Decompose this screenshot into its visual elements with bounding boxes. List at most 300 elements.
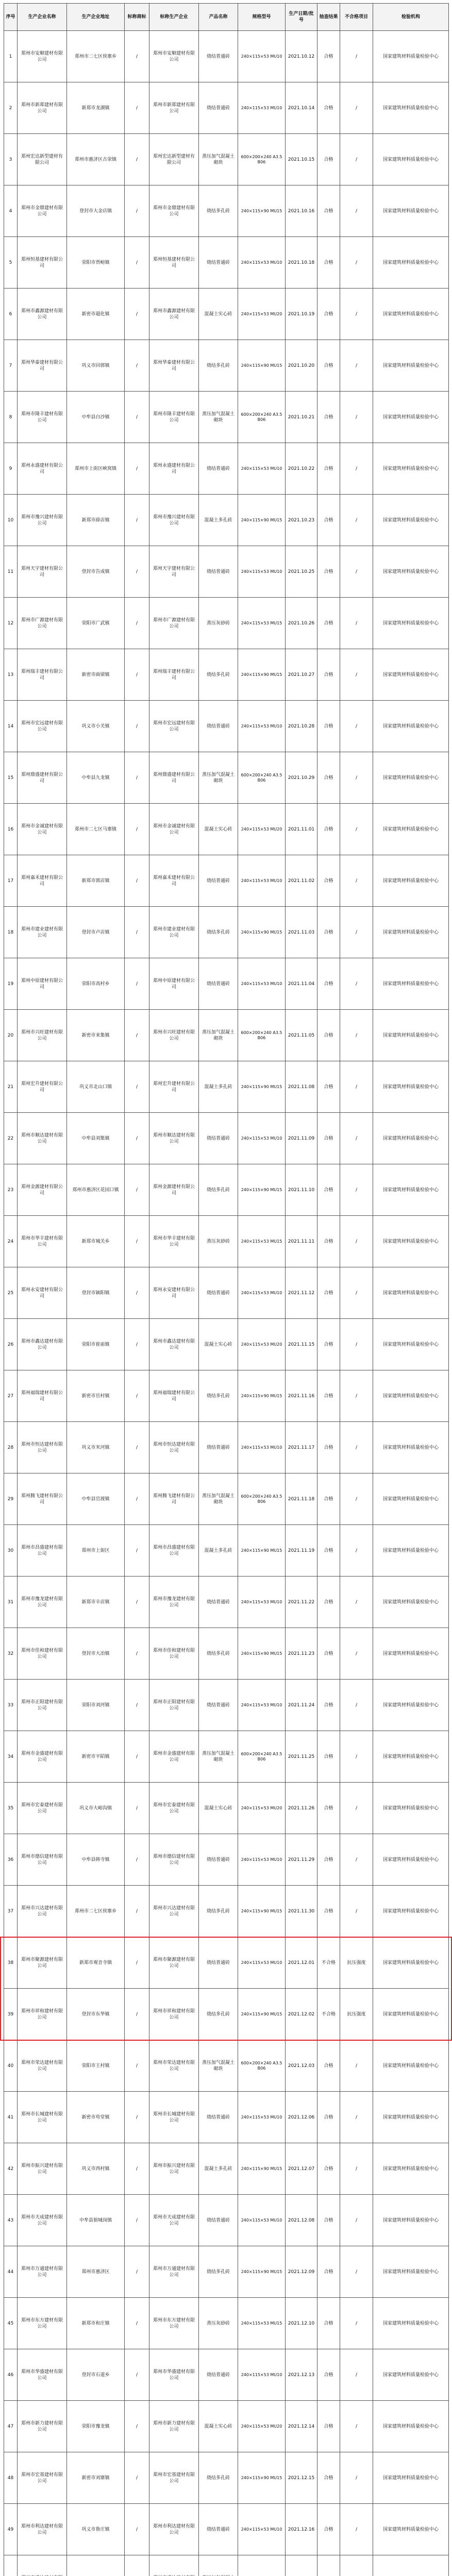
table-row bbox=[4, 2092, 449, 2143]
cell-company: 郑州中原建材有限公司 bbox=[18, 958, 67, 1010]
cell-spec: 240×115×90 MU15 bbox=[238, 1061, 286, 1113]
cell-failed-item: / bbox=[340, 2298, 373, 2349]
cell-institution: 国家建筑材料质量检验中心 bbox=[373, 2092, 449, 2143]
cell-result: 合格 bbox=[317, 1473, 340, 1525]
cell-brand: / bbox=[125, 1422, 149, 1473]
cell-result: 合格 bbox=[317, 804, 340, 855]
cell-index: 46 bbox=[4, 2349, 18, 2401]
cell-result: 合格 bbox=[317, 31, 340, 82]
cell-company: 郑州市新郑建材有限公司 bbox=[18, 82, 67, 134]
cell-institution: 国家建筑材料质量检验中心 bbox=[373, 1422, 449, 1473]
cell-address: 中牟县狼城岗镇 bbox=[67, 2195, 125, 2246]
cell-index: 7 bbox=[4, 340, 18, 392]
cell-date: 2021.10.22 bbox=[286, 443, 317, 495]
cell-labeled-company: 郑州市华盛建材有限公司 bbox=[149, 2349, 199, 2401]
cell-product: 蒸压加气混凝土砌块 bbox=[199, 2040, 238, 2092]
table-row bbox=[4, 1473, 449, 1525]
cell-failed-item: / bbox=[340, 1267, 373, 1319]
cell-address: 巩义市西村镇 bbox=[67, 2143, 125, 2195]
cell-company: 郑州永盛建材有限公司 bbox=[18, 443, 67, 495]
cell-brand: / bbox=[125, 1525, 149, 1577]
table-row bbox=[4, 237, 449, 289]
cell-index: 11 bbox=[4, 546, 18, 598]
cell-labeled-company: 郑州市万通建材有限公司 bbox=[149, 2246, 199, 2298]
cell-product: 烧结普通砖 bbox=[199, 1680, 238, 1731]
cell-institution: 国家建筑材料质量检验中心 bbox=[373, 1525, 449, 1577]
cell-failed-item: / bbox=[340, 1525, 373, 1577]
cell-institution: 国家建筑材料质量检验中心 bbox=[373, 546, 449, 598]
cell-result: 合格 bbox=[317, 855, 340, 907]
cell-company: 郑州市佳和建材有限公司 bbox=[18, 1628, 67, 1680]
cell-date: 2021.12.09 bbox=[286, 2246, 317, 2298]
cell-brand: / bbox=[125, 958, 149, 1010]
cell-spec: 240×115×53 MU10 bbox=[238, 1680, 286, 1731]
cell-institution: 国家建筑材料质量检验中心 bbox=[373, 31, 449, 82]
cell-product: 蒸压灰砂砖 bbox=[199, 2298, 238, 2349]
cell-labeled-company bbox=[149, 2555, 199, 2576]
cell-institution: 国家建筑材料质量检验中心 bbox=[373, 1680, 449, 1731]
cell-date: 2021.11.02 bbox=[286, 855, 317, 907]
cell-failed-item: / bbox=[340, 2246, 373, 2298]
cell-institution: 国家建筑材料质量检验中心 bbox=[373, 1937, 449, 1989]
cell-company: 郑州市聚源建材有限公司 bbox=[18, 1937, 67, 1989]
cell-company: 郑州市建业建材有限公司 bbox=[18, 907, 67, 958]
cell-brand: / bbox=[125, 1370, 149, 1422]
cell-date: 2021.10.19 bbox=[286, 289, 317, 340]
cell-company: 郑州市兴达建材有限公司 bbox=[18, 1886, 67, 1937]
cell-date: 2021.11.30 bbox=[286, 1886, 317, 1937]
table-row bbox=[4, 2143, 449, 2195]
cell-failed-item: / bbox=[340, 1680, 373, 1731]
cell-result: 合格 bbox=[317, 1319, 340, 1370]
cell-failed-item: / bbox=[340, 958, 373, 1010]
cell-date: 2021.11.10 bbox=[286, 1164, 317, 1216]
cell-date: 2021.10.14 bbox=[286, 82, 317, 134]
cell-result: 不合格 bbox=[317, 1989, 340, 2040]
cell-institution: 国家建筑材料质量检验中心 bbox=[373, 855, 449, 907]
cell-institution: 国家建筑材料质量检验中心 bbox=[373, 1061, 449, 1113]
table-row bbox=[4, 2246, 449, 2298]
cell-labeled-company: 郑州瑞丰建材有限公司 bbox=[149, 649, 199, 701]
cell-failed-item: / bbox=[340, 1422, 373, 1473]
cell-date bbox=[286, 2555, 317, 2576]
cell-spec: 600×200×240 A3.5 B06 bbox=[238, 752, 286, 804]
header-cell: 不合格项目 bbox=[340, 4, 373, 31]
cell-labeled-company: 郑州市新力建材有限公司 bbox=[149, 2401, 199, 2452]
cell-address: 郑州市惠济区古荥镇 bbox=[67, 134, 125, 185]
cell-index: 2 bbox=[4, 82, 18, 134]
cell-index: 47 bbox=[4, 2401, 18, 2452]
cell-address: 登封市告成镇 bbox=[67, 546, 125, 598]
cell-brand: / bbox=[125, 1577, 149, 1628]
cell-institution: 国家建筑材料质量检验中心 bbox=[373, 1783, 449, 1834]
cell-address: 荥阳市广武镇 bbox=[67, 598, 125, 649]
cell-address: 新密市曲梁镇 bbox=[67, 649, 125, 701]
cell-company: 郑州市兴旺建材有限公司 bbox=[18, 1010, 67, 1061]
cell-spec: 600×200×240 A3.5 B06 bbox=[238, 134, 286, 185]
cell-spec: 240×115×90 MU15 bbox=[238, 1886, 286, 1937]
cell-brand: / bbox=[125, 1731, 149, 1783]
cell-company: 郑州市万通建材有限公司 bbox=[18, 2246, 67, 2298]
cell-index: 36 bbox=[4, 1834, 18, 1886]
cell-failed-item: / bbox=[340, 443, 373, 495]
cell-product: 烧结普通砖 bbox=[199, 701, 238, 752]
cell-index: 1 bbox=[4, 31, 18, 82]
cell-address: 新郑市观音寺镇 bbox=[67, 1937, 125, 1989]
cell-failed-item: / bbox=[340, 2349, 373, 2401]
cell-product: 蒸压加气混凝土砌块 bbox=[199, 392, 238, 443]
cell-company: 郑州腾飞建材有限公司 bbox=[18, 1473, 67, 1525]
cell-product: 烧结普通砖 bbox=[199, 2195, 238, 2246]
cell-institution: 国家建筑材料质量检验中心 bbox=[373, 1267, 449, 1319]
cell-company: 郑州市隆丰建材有限公司 bbox=[18, 392, 67, 443]
cell-spec: 600×200×240 A3.5 B06 bbox=[238, 1473, 286, 1525]
cell-spec: 240×115×90 MU15 bbox=[238, 1525, 286, 1577]
cell-index: 38 bbox=[4, 1937, 18, 1989]
cell-product: 混凝土多孔砖 bbox=[199, 1061, 238, 1113]
cell-result: 合格 bbox=[317, 1525, 340, 1577]
cell-address: 新郑市辛店镇 bbox=[67, 1577, 125, 1628]
cell-date: 2021.11.11 bbox=[286, 1216, 317, 1267]
cell-result: 合格 bbox=[317, 701, 340, 752]
cell-spec: 240×115×90 MU15 bbox=[238, 1628, 286, 1680]
cell-brand: / bbox=[125, 907, 149, 958]
table-row bbox=[4, 1319, 449, 1370]
cell-failed-item: / bbox=[340, 1628, 373, 1680]
cell-date: 2021.12.08 bbox=[286, 2195, 317, 2246]
cell-company: 郑州市德信建材有限公司 bbox=[18, 1834, 67, 1886]
cell-institution: 国家建筑材料质量检验中心 bbox=[373, 392, 449, 443]
cell-spec: 240×115×53 MU10 bbox=[238, 2504, 286, 2555]
cell-company: 郑州市天成建材有限公司 bbox=[18, 2195, 67, 2246]
cell-institution: 国家建筑材料质量检验中心 bbox=[373, 495, 449, 546]
cell-address: 郑州市惠济区花园口镇 bbox=[67, 1164, 125, 1216]
cell-failed-item: / bbox=[340, 1216, 373, 1267]
cell-product: 混凝土实心砖 bbox=[199, 1783, 238, 1834]
table-row bbox=[4, 1628, 449, 1680]
cell-product: 烧结多孔砖 bbox=[199, 1886, 238, 1937]
cell-result: 合格 bbox=[317, 1061, 340, 1113]
cell-spec: 240×115×53 MU10 bbox=[238, 546, 286, 598]
cell-labeled-company: 郑州宏达新型建材有限公司 bbox=[149, 134, 199, 185]
cell-index: 4 bbox=[4, 185, 18, 237]
cell-company: 郑州鼎盛建材有限公司 bbox=[18, 752, 67, 804]
cell-institution: 国家建筑材料质量检验中心 bbox=[373, 1886, 449, 1937]
cell-failed-item: / bbox=[340, 1731, 373, 1783]
cell-spec: 240×115×53 MU10 bbox=[238, 1267, 286, 1319]
cell-date: 2021.11.19 bbox=[286, 1525, 317, 1577]
cell-labeled-company: 郑州市荣达建材有限公司 bbox=[149, 2040, 199, 2092]
cell-company: 郑州市广源建材有限公司 bbox=[18, 598, 67, 649]
cell-institution: 国家建筑材料质量检验中心 bbox=[373, 1989, 449, 2040]
cell-labeled-company: 郑州市金鼎建材有限公司 bbox=[149, 185, 199, 237]
cell-result: 合格 bbox=[317, 237, 340, 289]
cell-brand: / bbox=[125, 134, 149, 185]
cell-result: 合格 bbox=[317, 1267, 340, 1319]
cell-address: 荥阳市崔庙镇 bbox=[67, 1319, 125, 1370]
cell-address: 巩义市米河镇 bbox=[67, 1422, 125, 1473]
cell-labeled-company: 郑州市聚源建材有限公司 bbox=[149, 1937, 199, 1989]
cell-address: 巩义市大峪沟镇 bbox=[67, 1783, 125, 1834]
cell-product: 烧结普通砖 bbox=[199, 1834, 238, 1886]
cell-company: 郑州市长城建材有限公司 bbox=[18, 2092, 67, 2143]
cell-brand: / bbox=[125, 185, 149, 237]
cell-labeled-company: 郑州市隆丰建材有限公司 bbox=[149, 392, 199, 443]
cell-institution: 国家建筑材料质量检验中心 bbox=[373, 907, 449, 958]
cell-brand: / bbox=[125, 1267, 149, 1319]
cell-failed-item: / bbox=[340, 649, 373, 701]
cell-date: 2021.10.15 bbox=[286, 134, 317, 185]
cell-product: 蒸压加气混凝土砌块 bbox=[199, 1731, 238, 1783]
table-row bbox=[4, 546, 449, 598]
cell-spec: 240×115×53 MU20 bbox=[238, 804, 286, 855]
cell-institution: 国家建筑材料质量检验中心 bbox=[373, 134, 449, 185]
cell-brand: / bbox=[125, 1680, 149, 1731]
cell-date: 2021.10.29 bbox=[286, 752, 317, 804]
cell-date: 2021.12.01 bbox=[286, 1937, 317, 1989]
table-row bbox=[4, 2401, 449, 2452]
table-row bbox=[4, 1267, 449, 1319]
cell-institution: 国家建筑材料质量检验中心 bbox=[373, 2452, 449, 2504]
cell-brand: / bbox=[125, 1989, 149, 2040]
cell-product: 烧结普通砖 bbox=[199, 1577, 238, 1628]
cell-brand: / bbox=[125, 1628, 149, 1680]
cell-brand: / bbox=[125, 1886, 149, 1937]
cell-index: 42 bbox=[4, 2143, 18, 2195]
cell-brand: / bbox=[125, 340, 149, 392]
cell-labeled-company: 郑州市宏远建材有限公司 bbox=[149, 701, 199, 752]
cell-index: 28 bbox=[4, 1422, 18, 1473]
cell-brand: / bbox=[125, 804, 149, 855]
cell-date: 2021.12.06 bbox=[286, 2092, 317, 2143]
cell-labeled-company: 郑州市德信建材有限公司 bbox=[149, 1834, 199, 1886]
cell-product: 烧结多孔砖 bbox=[199, 907, 238, 958]
cell-institution: 国家建筑材料质量检验中心 bbox=[373, 752, 449, 804]
cell-failed-item: / bbox=[340, 907, 373, 958]
cell-failed-item: / bbox=[340, 2504, 373, 2555]
cell-date: 2021.10.18 bbox=[286, 237, 317, 289]
cell-institution bbox=[373, 2555, 449, 2576]
cell-result: 合格 bbox=[317, 2504, 340, 2555]
cell-failed-item: 抗压强度 bbox=[340, 1989, 373, 2040]
cell-product: 烧结普通砖 bbox=[199, 2504, 238, 2555]
cell-brand: / bbox=[125, 649, 149, 701]
cell-spec: 240×115×53 MU15 bbox=[238, 1216, 286, 1267]
cell-index: 5 bbox=[4, 237, 18, 289]
cell-result: 合格 bbox=[317, 134, 340, 185]
cell-index: 23 bbox=[4, 1164, 18, 1216]
cell-company: 郑州嘉禾建材有限公司 bbox=[18, 855, 67, 907]
cell-address: 新密市岳村镇 bbox=[67, 1370, 125, 1422]
cell-failed-item: / bbox=[340, 1164, 373, 1216]
cell-address: 郑州市惠济区 bbox=[67, 2246, 125, 2298]
cell-labeled-company: 郑州市金诚建材有限公司 bbox=[149, 804, 199, 855]
cell-address: 新密市苟堂镇 bbox=[67, 2092, 125, 2143]
cell-product: 蒸压加气混凝土砌块 bbox=[199, 1010, 238, 1061]
table-row bbox=[4, 289, 449, 340]
cell-date: 2021.10.21 bbox=[286, 392, 317, 443]
cell-institution: 国家建筑材料质量检验中心 bbox=[373, 185, 449, 237]
cell-address: 中牟县韩寺镇 bbox=[67, 1834, 125, 1886]
cell-labeled-company: 郑州市佳和建材有限公司 bbox=[149, 1628, 199, 1680]
cell-company: 郑州市东方建材有限公司 bbox=[18, 2298, 67, 2349]
cell-company: 郑州市华盛建材有限公司 bbox=[18, 2349, 67, 2401]
cell-brand: / bbox=[125, 855, 149, 907]
cell-index: 19 bbox=[4, 958, 18, 1010]
cell-failed-item: / bbox=[340, 289, 373, 340]
cell-company: 郑州市昌盛建材有限公司 bbox=[18, 1525, 67, 1577]
cell-labeled-company: 郑州腾飞建材有限公司 bbox=[149, 1473, 199, 1525]
cell-result: 合格 bbox=[317, 958, 340, 1010]
cell-spec: 240×115×90 MU15 bbox=[238, 2452, 286, 2504]
cell-result: 合格 bbox=[317, 1628, 340, 1680]
table-body bbox=[4, 31, 449, 2576]
cell-failed-item: / bbox=[340, 185, 373, 237]
cell-address: 巩义市小关镇 bbox=[67, 701, 125, 752]
table-row bbox=[4, 2040, 449, 2092]
cell-failed-item: / bbox=[340, 598, 373, 649]
cell-institution: 国家建筑材料质量检验中心 bbox=[373, 598, 449, 649]
table-row bbox=[4, 2555, 449, 2576]
cell-index: 15 bbox=[4, 752, 18, 804]
cell-company: 郑州市宏泰建材有限公司 bbox=[18, 1783, 67, 1834]
cell-spec: 240×115×90 MU15 bbox=[238, 649, 286, 701]
header-cell: 检验机构 bbox=[373, 4, 449, 31]
cell-index: 27 bbox=[4, 1370, 18, 1422]
cell-spec: 600×200×240 A3.5 B06 bbox=[238, 1731, 286, 1783]
cell-labeled-company: 郑州市长城建材有限公司 bbox=[149, 2092, 199, 2143]
cell-result: 合格 bbox=[317, 1164, 340, 1216]
cell-date: 2021.12.10 bbox=[286, 2298, 317, 2349]
cell-labeled-company: 郑州市兴旺建材有限公司 bbox=[149, 1010, 199, 1061]
cell-failed-item: / bbox=[340, 752, 373, 804]
cell-index: 14 bbox=[4, 701, 18, 752]
header-cell: 生产日期/批号 bbox=[286, 4, 317, 31]
cell-index: 24 bbox=[4, 1216, 18, 1267]
table-row bbox=[4, 31, 449, 82]
cell-failed-item: / bbox=[340, 495, 373, 546]
cell-spec: 240×115×53 MU10 bbox=[238, 443, 286, 495]
cell-result: 合格 bbox=[317, 2401, 340, 2452]
cell-institution: 国家建筑材料质量检验中心 bbox=[373, 1216, 449, 1267]
cell-failed-item: / bbox=[340, 134, 373, 185]
cell-date: 2021.12.15 bbox=[286, 2452, 317, 2504]
cell-result: 合格 bbox=[317, 2298, 340, 2349]
cell-institution: 国家建筑材料质量检验中心 bbox=[373, 2040, 449, 2092]
cell-company: 郑州市宏远建材有限公司 bbox=[18, 701, 67, 752]
cell-date: 2021.11.09 bbox=[286, 1113, 317, 1164]
cell-product: 烧结多孔砖 bbox=[199, 340, 238, 392]
cell-company bbox=[18, 2555, 67, 2576]
cell-labeled-company: 郑州市振兴建材有限公司 bbox=[149, 2143, 199, 2195]
cell-failed-item: / bbox=[340, 1834, 373, 1886]
cell-spec: 600×200×240 A3.5 B06 bbox=[238, 2040, 286, 2092]
table-row bbox=[4, 1937, 449, 1989]
cell-failed-item: / bbox=[340, 1010, 373, 1061]
cell-labeled-company: 郑州市祥和建材有限公司 bbox=[149, 1989, 199, 2040]
cell-index: 49 bbox=[4, 2504, 18, 2555]
cell-labeled-company: 郑州市昌盛建材有限公司 bbox=[149, 1525, 199, 1577]
cell-institution: 国家建筑材料质量检验中心 bbox=[373, 1577, 449, 1628]
cell-brand: / bbox=[125, 546, 149, 598]
cell-failed-item: / bbox=[340, 340, 373, 392]
cell-result: 合格 bbox=[317, 2143, 340, 2195]
cell-address: 新密市超化镇 bbox=[67, 289, 125, 340]
cell-labeled-company: 郑州市兴达建材有限公司 bbox=[149, 1886, 199, 1937]
cell-company: 郑州市豫龙建材有限公司 bbox=[18, 1577, 67, 1628]
cell-company: 郑州市金鼎建材有限公司 bbox=[18, 185, 67, 237]
cell-index: 31 bbox=[4, 1577, 18, 1628]
cell-labeled-company: 郑州市恒达建材有限公司 bbox=[149, 1422, 199, 1473]
cell-address: 新郑市城关乡 bbox=[67, 1216, 125, 1267]
table-row bbox=[4, 185, 449, 237]
cell-index: 43 bbox=[4, 2195, 18, 2246]
cell-failed-item: / bbox=[340, 1319, 373, 1370]
table-row bbox=[4, 649, 449, 701]
cell-address: 登封市大金店镇 bbox=[67, 185, 125, 237]
cell-index: 22 bbox=[4, 1113, 18, 1164]
cell-result: 合格 bbox=[317, 443, 340, 495]
cell-result: 合格 bbox=[317, 2246, 340, 2298]
cell-index: 39 bbox=[4, 1989, 18, 2040]
cell-index: 13 bbox=[4, 649, 18, 701]
cell-date: 2021.10.23 bbox=[286, 495, 317, 546]
cell-address: 登封市卢店镇 bbox=[67, 907, 125, 958]
cell-brand bbox=[125, 2555, 149, 2576]
cell-date: 2021.10.16 bbox=[286, 185, 317, 237]
header-cell: 规格型号 bbox=[238, 4, 286, 31]
cell-brand: / bbox=[125, 2349, 149, 2401]
cell-institution: 国家建筑材料质量检验中心 bbox=[373, 340, 449, 392]
cell-address: 荥阳市贾峪镇 bbox=[67, 237, 125, 289]
cell-failed-item: / bbox=[340, 546, 373, 598]
cell-result: 合格 bbox=[317, 598, 340, 649]
cell-failed-item: / bbox=[340, 2092, 373, 2143]
cell-spec: 240×115×90 MU15 bbox=[238, 2143, 286, 2195]
cell-spec: 240×115×90 MU15 bbox=[238, 185, 286, 237]
cell-institution: 国家建筑材料质量检验中心 bbox=[373, 1834, 449, 1886]
cell-institution: 国家建筑材料质量检验中心 bbox=[373, 237, 449, 289]
cell-product: 蒸压加气混凝土砌块 bbox=[199, 134, 238, 185]
cell-product: 烧结普通砖 bbox=[199, 1113, 238, 1164]
cell-date: 2021.11.17 bbox=[286, 1422, 317, 1473]
table-row bbox=[4, 1783, 449, 1834]
cell-product: 烧结多孔砖 bbox=[199, 2452, 238, 2504]
cell-index: 48 bbox=[4, 2452, 18, 2504]
cell-product: 蒸压加气混凝土砌块 bbox=[199, 752, 238, 804]
cell-brand: / bbox=[125, 1783, 149, 1834]
cell-failed-item: / bbox=[340, 855, 373, 907]
cell-institution: 国家建筑材料质量检验中心 bbox=[373, 1473, 449, 1525]
cell-institution: 国家建筑材料质量检验中心 bbox=[373, 958, 449, 1010]
header-cell: 产品名称 bbox=[199, 4, 238, 31]
cell-failed-item: / bbox=[340, 82, 373, 134]
cell-spec: 240×115×53 MU10 bbox=[238, 1422, 286, 1473]
cell-failed-item: / bbox=[340, 1113, 373, 1164]
cell-brand: / bbox=[125, 2298, 149, 2349]
cell-index: 26 bbox=[4, 1319, 18, 1370]
cell-date: 2021.12.14 bbox=[286, 2401, 317, 2452]
cell-institution: 国家建筑材料质量检验中心 bbox=[373, 1113, 449, 1164]
cell-date: 2021.11.16 bbox=[286, 1370, 317, 1422]
cell-labeled-company: 郑州市广源建材有限公司 bbox=[149, 598, 199, 649]
cell-index: 30 bbox=[4, 1525, 18, 1577]
cell-institution: 国家建筑材料质量检验中心 bbox=[373, 649, 449, 701]
cell-labeled-company: 郑州市豫兴建材有限公司 bbox=[149, 495, 199, 546]
table-row bbox=[4, 1422, 449, 1473]
cell-product: 烧结多孔砖 bbox=[199, 1628, 238, 1680]
cell-address: 郑州市二七区马寨镇 bbox=[67, 804, 125, 855]
